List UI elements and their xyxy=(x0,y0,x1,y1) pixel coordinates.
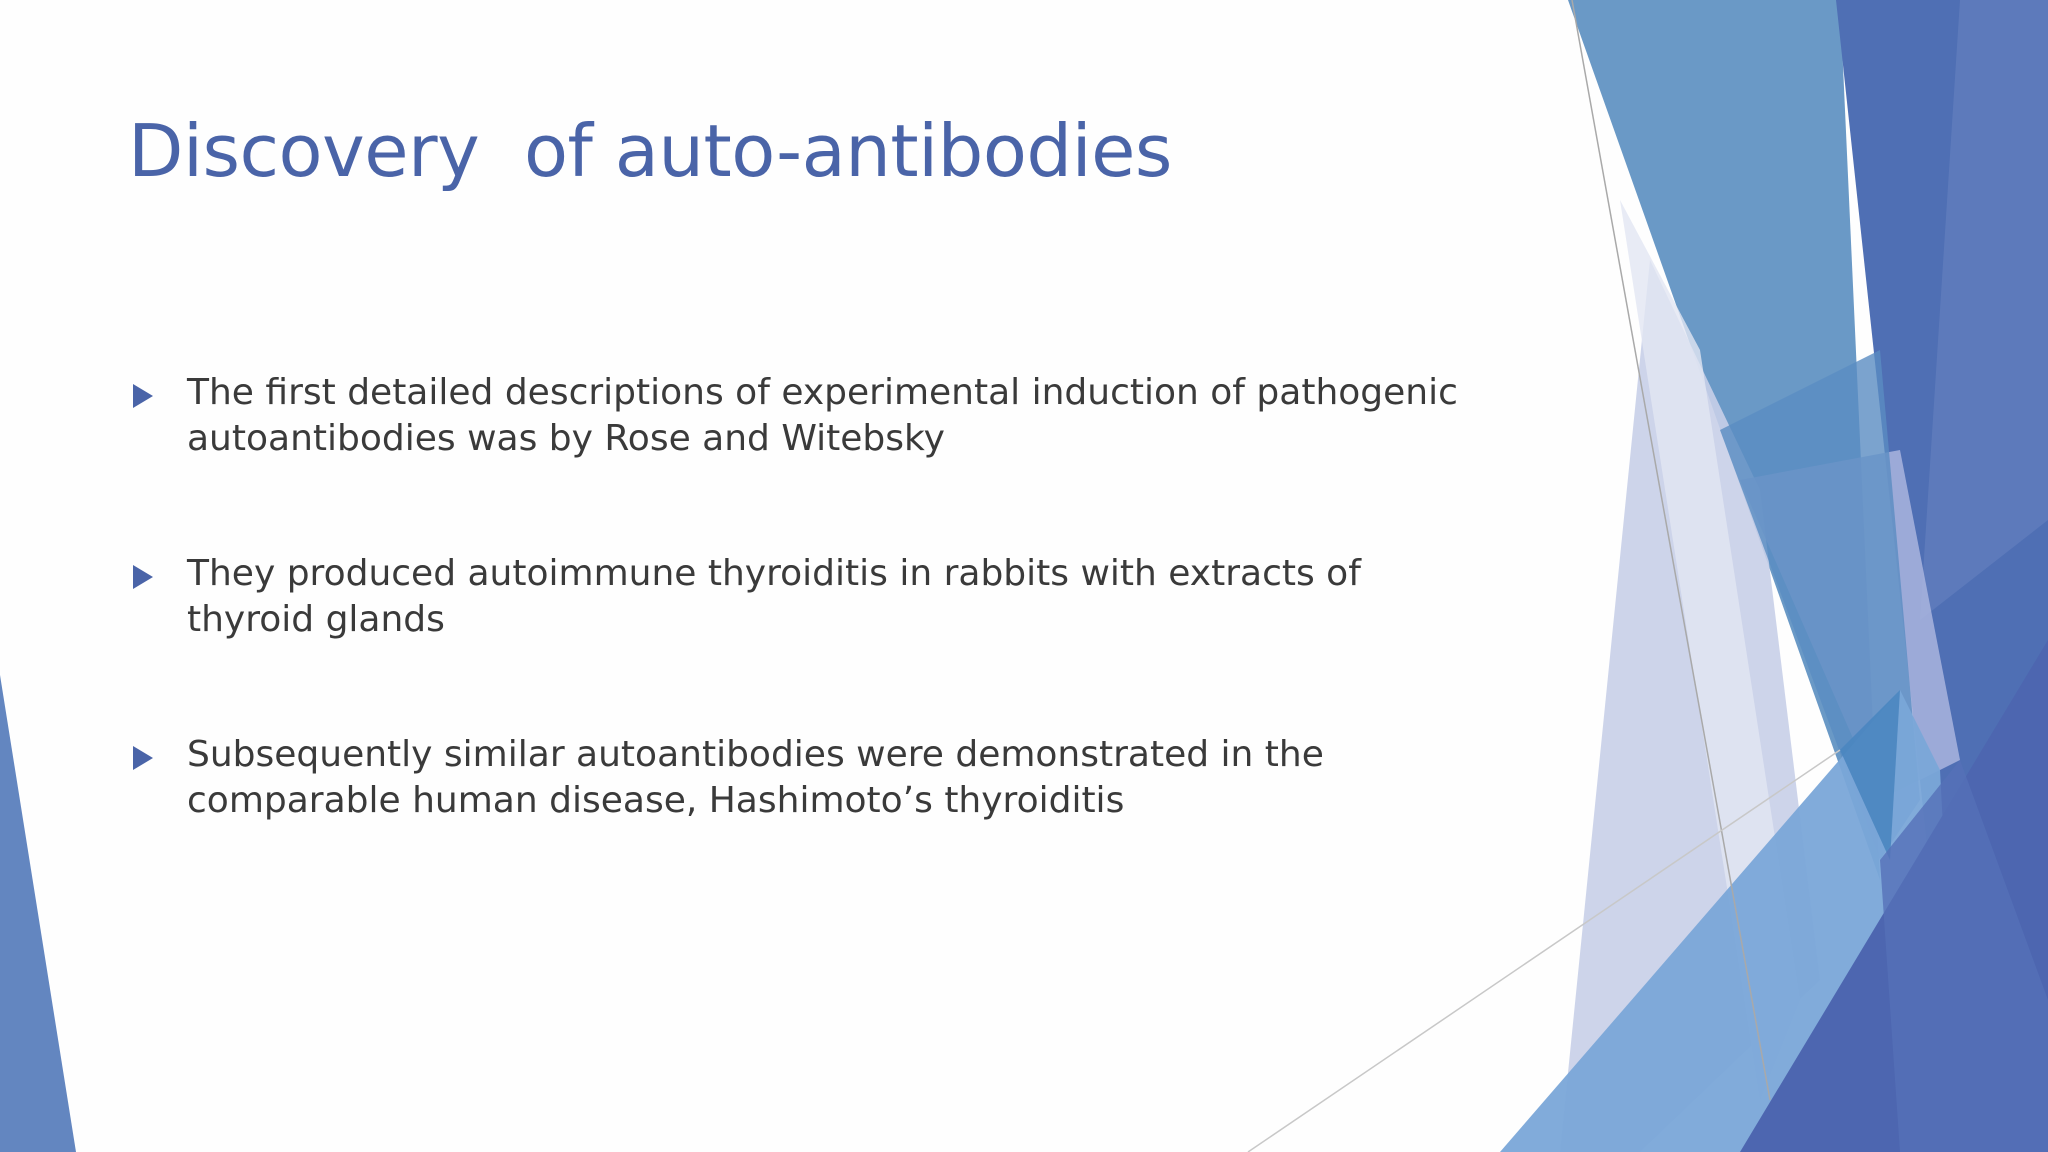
left-edge-shape xyxy=(0,675,76,1152)
slide-title: Discovery of auto-antibodies xyxy=(128,109,1172,193)
bullet-text: They produced autoimmune thyroiditis in rabbits with extracts of thyroid glands xyxy=(187,553,1361,640)
bullet-item xyxy=(128,551,1488,643)
bullet-item xyxy=(128,732,1488,824)
triangle-right-icon xyxy=(133,384,153,408)
triangle-right-icon xyxy=(133,565,153,589)
triangle-right-icon xyxy=(133,746,153,770)
bullet-text: Subsequently similar autoantibodies were demonstrated in the comparable human disease, Hashimoto’s thyroiditis xyxy=(187,734,1324,821)
bullet-item xyxy=(128,370,1488,462)
bullet-list xyxy=(128,370,1488,913)
bullet-text: The first detailed descriptions of experimental induction of pathogenic autoantibodies was by Rose and Witebsky xyxy=(187,372,1458,459)
